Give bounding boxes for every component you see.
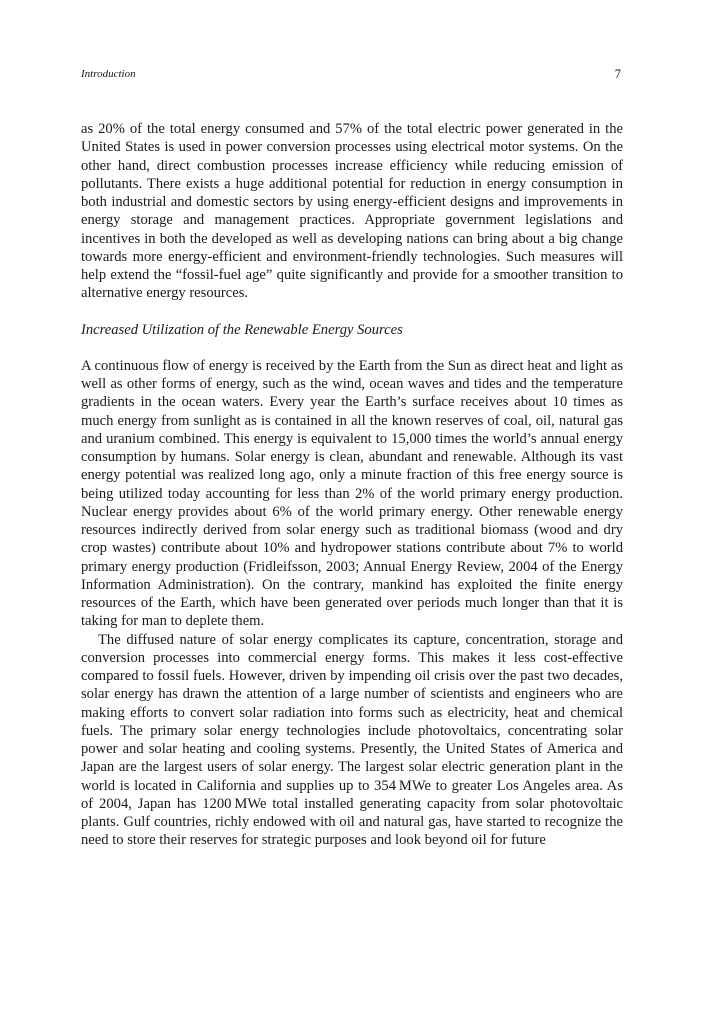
section-subheading: Increased Utilization of the Renewable Energy Sources [81,321,403,338]
running-header [81,66,623,82]
running-head-section-title: Introduction [81,68,136,80]
page-number: 7 [614,67,621,81]
body-text [81,120,623,850]
book-page [81,66,623,850]
paragraph-continued: as 20% of the total energy consumed and 57% of the total electric power generated in the United States is used in power conversion processes using electrical motor systems. On the other hand, direct combustion processes increase efficiency while reducing emission of pollutants. There exists a huge additional potential for reduction in energy consumption in both industrial and domestic sectors by using energy-efficient designs and improvements in energy storage and management practices. Appropriate government legislations and incentives in both the developed as well as developing nations can bring about a big change towards more energy-efficient and environment-friendly technologies. Such measures will help extend the “fossil-fuel age” quite significantly and provide for a smoother transition to alternative energy resources. [81,121,623,302]
paragraph-renewable-overview: A continuous flow of energy is received by the Earth from the Sun as direct heat and light as well as other forms of energy, such as the wind, ocean waves and tides and the temperature gradients in the ocean waters. Every year the Earth’s surface receives about 10 times as much energy from sunlight as is contained in all the known reserves of coal, oil, natural gas and uranium combined. This energy is equivalent to 15,000 times the world’s annual energy consumption by humans. Solar energy is clean, abundant and renewable. Although its vast energy potential was realized long ago, only a minute fraction of this free energy source is being utilized today accounting for less than 2% of the world primary energy production. Nuclear energy provides about 6% of the world primary energy. Other renewable energy resources indirectly derived from solar energy such as traditional biomass (wood and dry crop wastes) contribute about 10% and hydropower stations contribute about 7% to world primary energy production (Fridleifsson, 2003; Annual Energy Review, 2004 of the Energy Information Administration). On the contrary, mankind has exploited the finite energy resources of the Earth, which have been generated over periods much longer than that it is taking for man to deplete them. [81,357,623,630]
paragraph-solar-energy: The diffused nature of solar energy complicates its capture, concentration, storage and conversion processes into commercial energy forms. This makes it less cost-effective compared to fossil fuels. However, driven by impending oil crisis over the past two decades, solar energy has drawn the attention of a large number of scientists and engineers who are making efforts to convert solar radiation into forms such as electricity, heat and chemical fuels. The primary solar energy technologies include photovoltaics, concentrating solar power and solar heating and cooling systems. Presently, the United States of America and Japan are the largest users of solar energy. The largest solar electric generation plant in the world is located in California and supplies up to 354 MWe to greater Los Angeles area. As of 2004, Japan has 1200 MWe total installed generating capacity from solar photovoltaic plants. Gulf countries, richly endowed with oil and natural gas, have started to recognize the need to store their reserves for strategic purposes and look beyond oil for future [81,631,623,849]
